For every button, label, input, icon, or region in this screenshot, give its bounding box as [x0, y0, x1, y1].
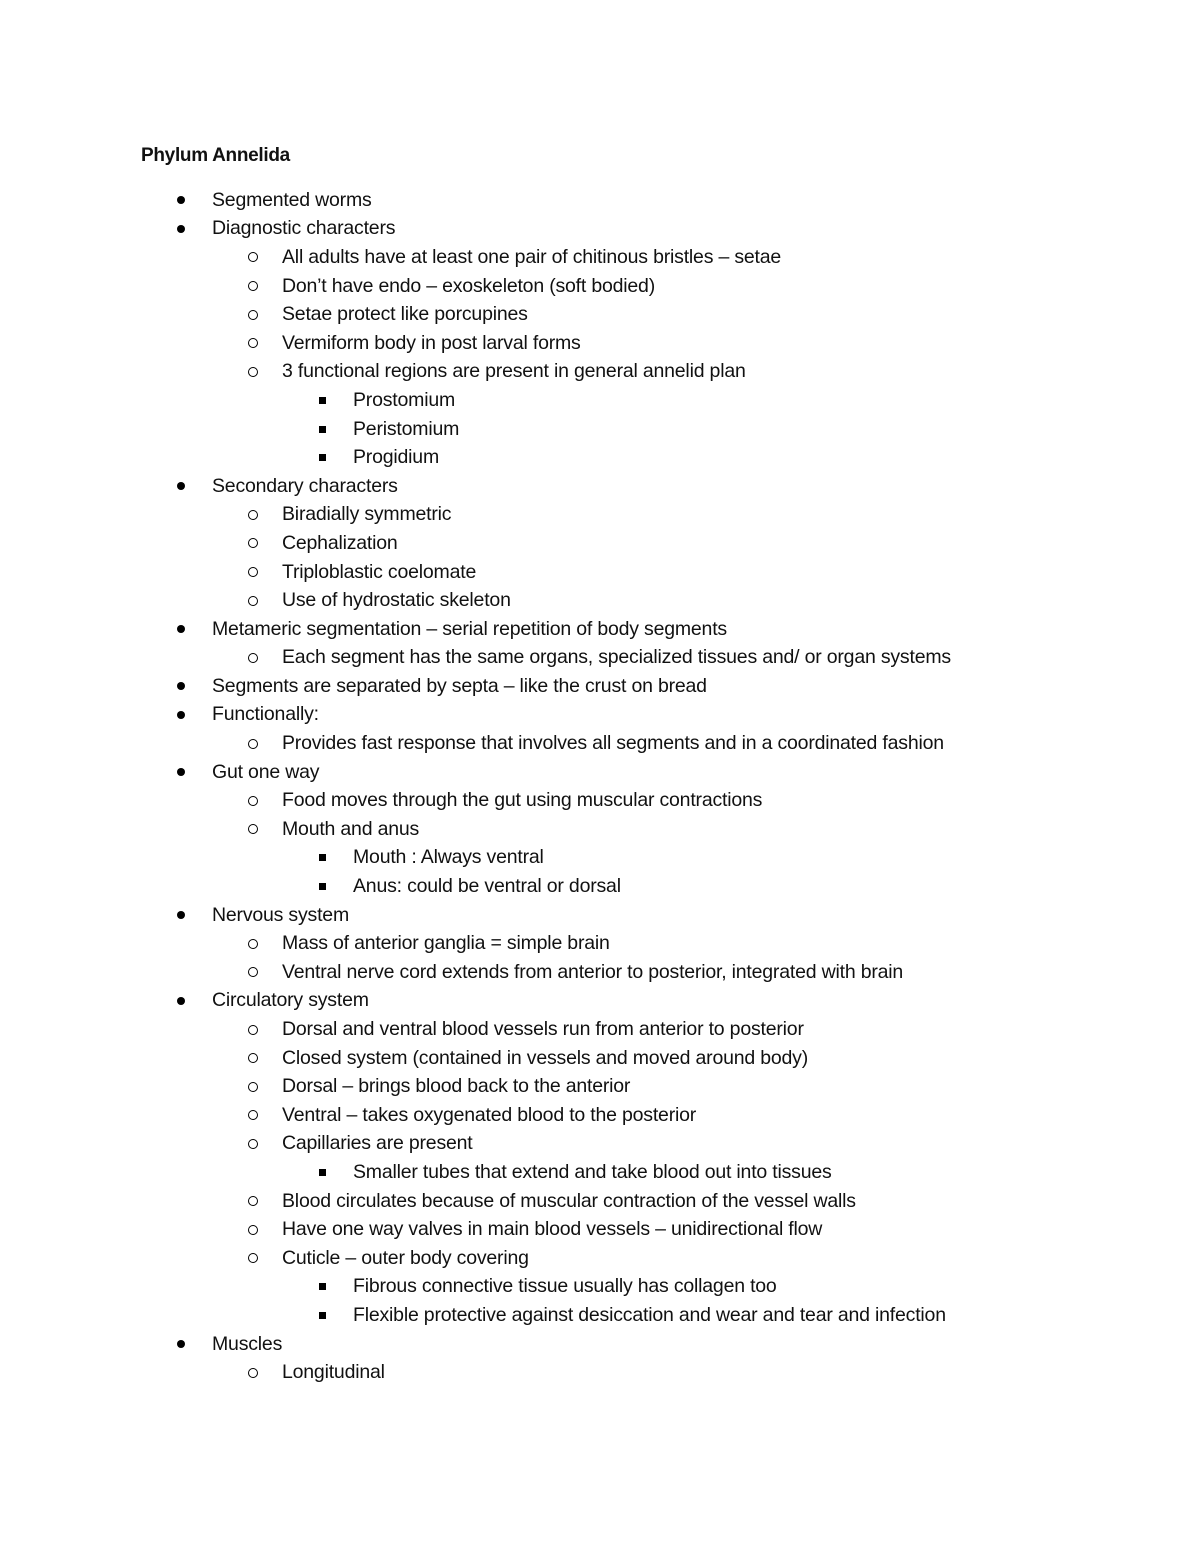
- list-item: [0, 586, 1200, 615]
- list-item: [0, 758, 1200, 787]
- list-item: [0, 300, 1200, 329]
- list-item: [0, 615, 1200, 644]
- list-item-text: Smaller tubes that extend and take blood out into tissues: [353, 1160, 832, 1183]
- hollow-circle-bullet-icon: [248, 252, 258, 262]
- filled-circle-bullet-icon: [177, 625, 185, 633]
- list-item-text: Mouth and anus: [282, 817, 420, 840]
- list-item: [0, 415, 1200, 444]
- list-item-text: All adults have at least one pair of chitinous bristles – setae: [282, 245, 782, 268]
- list-item: [0, 1273, 1200, 1302]
- filled-circle-bullet-icon: [177, 225, 185, 233]
- list-item-text: Blood circulates because of muscular contraction of the vessel walls: [282, 1189, 856, 1212]
- list-item: [0, 186, 1200, 215]
- hollow-circle-bullet-icon: [248, 1225, 258, 1235]
- list-item: [0, 1330, 1200, 1359]
- list-item: [0, 958, 1200, 987]
- square-bullet-icon: [319, 883, 326, 890]
- list-item: [0, 701, 1200, 730]
- list-item-text: Anus: could be ventral or dorsal: [353, 875, 621, 898]
- list-item-text: Peristomium: [353, 417, 460, 440]
- list-item: [0, 672, 1200, 701]
- list-item: [0, 844, 1200, 873]
- list-item: [0, 472, 1200, 501]
- filled-circle-bullet-icon: [177, 911, 185, 919]
- list-item-text: Progidium: [353, 446, 439, 469]
- list-item-text: Mass of anterior ganglia = simple brain: [282, 932, 610, 955]
- hollow-circle-bullet-icon: [248, 567, 258, 577]
- list-item: [0, 272, 1200, 301]
- list-item: [0, 501, 1200, 530]
- bullet-outline: [0, 186, 1200, 1387]
- square-bullet-icon: [319, 454, 326, 461]
- list-item: [0, 329, 1200, 358]
- list-item-text: Muscles: [212, 1332, 283, 1355]
- list-item-text: Prostomium: [353, 388, 456, 411]
- list-item: [0, 1044, 1200, 1073]
- hollow-circle-bullet-icon: [248, 1053, 258, 1063]
- list-item-text: Longitudinal: [282, 1361, 385, 1384]
- list-item: [0, 1358, 1200, 1387]
- hollow-circle-bullet-icon: [248, 1082, 258, 1092]
- list-item-text: Ventral nerve cord extends from anterior to posterior, integrated with brain: [282, 960, 904, 983]
- page-title: Phylum Annelida: [141, 145, 290, 166]
- list-item: [0, 1187, 1200, 1216]
- hollow-circle-bullet-icon: [248, 1368, 258, 1378]
- list-item: [0, 1244, 1200, 1273]
- hollow-circle-bullet-icon: [248, 739, 258, 749]
- hollow-circle-bullet-icon: [248, 538, 258, 548]
- list-item-text: Each segment has the same organs, specialized tissues and/ or organ systems: [282, 646, 951, 669]
- list-item-text: Nervous system: [212, 903, 349, 926]
- square-bullet-icon: [319, 426, 326, 433]
- list-item-text: Cephalization: [282, 531, 398, 554]
- list-item: [0, 1215, 1200, 1244]
- list-item-text: Use of hydrostatic skeleton: [282, 589, 511, 612]
- list-item-text: Cuticle – outer body covering: [282, 1246, 529, 1269]
- list-item-text: Circulatory system: [212, 989, 369, 1012]
- hollow-circle-bullet-icon: [248, 281, 258, 291]
- hollow-circle-bullet-icon: [248, 310, 258, 320]
- list-item: [0, 872, 1200, 901]
- list-item-text: Provides fast response that involves all segments and in a coordinated fashion: [282, 732, 944, 755]
- list-item-text: Ventral – takes oxygenated blood to the posterior: [282, 1103, 697, 1126]
- list-item: [0, 1130, 1200, 1159]
- filled-circle-bullet-icon: [177, 711, 185, 719]
- list-item-text: Fibrous connective tissue usually has collagen too: [353, 1275, 777, 1298]
- hollow-circle-bullet-icon: [248, 510, 258, 520]
- list-item-text: Metameric segmentation – serial repetition of body segments: [212, 617, 727, 640]
- list-item: [0, 1158, 1200, 1187]
- list-item: [0, 358, 1200, 387]
- list-item-text: Triploblastic coelomate: [282, 560, 477, 583]
- list-item-text: Secondary characters: [212, 474, 398, 497]
- list-item: [0, 1072, 1200, 1101]
- list-item-text: Segmented worms: [212, 188, 372, 211]
- list-item-text: Gut one way: [212, 760, 320, 783]
- filled-circle-bullet-icon: [177, 196, 185, 204]
- list-item: [0, 529, 1200, 558]
- list-item-text: Mouth : Always ventral: [353, 846, 544, 869]
- hollow-circle-bullet-icon: [248, 1025, 258, 1035]
- hollow-circle-bullet-icon: [248, 824, 258, 834]
- list-item: [0, 786, 1200, 815]
- square-bullet-icon: [319, 397, 326, 404]
- hollow-circle-bullet-icon: [248, 967, 258, 977]
- list-item: [0, 815, 1200, 844]
- filled-circle-bullet-icon: [177, 768, 185, 776]
- hollow-circle-bullet-icon: [248, 796, 258, 806]
- hollow-circle-bullet-icon: [248, 653, 258, 663]
- hollow-circle-bullet-icon: [248, 1139, 258, 1149]
- list-item: [0, 558, 1200, 587]
- square-bullet-icon: [319, 1283, 326, 1290]
- hollow-circle-bullet-icon: [248, 939, 258, 949]
- square-bullet-icon: [319, 1312, 326, 1319]
- list-item-text: Setae protect like porcupines: [282, 303, 528, 326]
- list-item-text: Don’t have endo – exoskeleton (soft bodied): [282, 274, 655, 297]
- list-item: [0, 443, 1200, 472]
- list-item-text: Capillaries are present: [282, 1132, 473, 1155]
- list-item-text: Diagnostic characters: [212, 217, 396, 240]
- list-item-text: Vermiform body in post larval forms: [282, 331, 581, 354]
- list-item: [0, 215, 1200, 244]
- list-item: [0, 929, 1200, 958]
- square-bullet-icon: [319, 1169, 326, 1176]
- list-item-text: Functionally:: [212, 703, 319, 726]
- list-item-text: 3 functional regions are present in general annelid plan: [282, 360, 746, 383]
- list-item: [0, 644, 1200, 673]
- filled-circle-bullet-icon: [177, 997, 185, 1005]
- hollow-circle-bullet-icon: [248, 1110, 258, 1120]
- list-item-text: Closed system (contained in vessels and moved around body): [282, 1046, 809, 1069]
- list-item-text: Food moves through the gut using muscular contractions: [282, 789, 763, 812]
- hollow-circle-bullet-icon: [248, 1253, 258, 1263]
- filled-circle-bullet-icon: [177, 1340, 185, 1348]
- list-item-text: Flexible protective against desiccation and wear and tear and infection: [353, 1303, 946, 1326]
- hollow-circle-bullet-icon: [248, 338, 258, 348]
- hollow-circle-bullet-icon: [248, 596, 258, 606]
- list-item: [0, 243, 1200, 272]
- hollow-circle-bullet-icon: [248, 367, 258, 377]
- list-item: [0, 987, 1200, 1016]
- list-item-text: Have one way valves in main blood vessels – unidirectional flow: [282, 1218, 823, 1241]
- list-item-text: Biradially symmetric: [282, 503, 452, 526]
- list-item-text: Dorsal and ventral blood vessels run from anterior to posterior: [282, 1018, 804, 1041]
- hollow-circle-bullet-icon: [248, 1196, 258, 1206]
- list-item: [0, 1101, 1200, 1130]
- filled-circle-bullet-icon: [177, 482, 185, 490]
- list-item: [0, 386, 1200, 415]
- list-item-text: Segments are separated by septa – like the crust on bread: [212, 674, 707, 697]
- list-item-text: Dorsal – brings blood back to the anterior: [282, 1075, 631, 1098]
- list-item: [0, 901, 1200, 930]
- list-item: [0, 729, 1200, 758]
- square-bullet-icon: [319, 854, 326, 861]
- filled-circle-bullet-icon: [177, 682, 185, 690]
- list-item: [0, 1301, 1200, 1330]
- list-item: [0, 1015, 1200, 1044]
